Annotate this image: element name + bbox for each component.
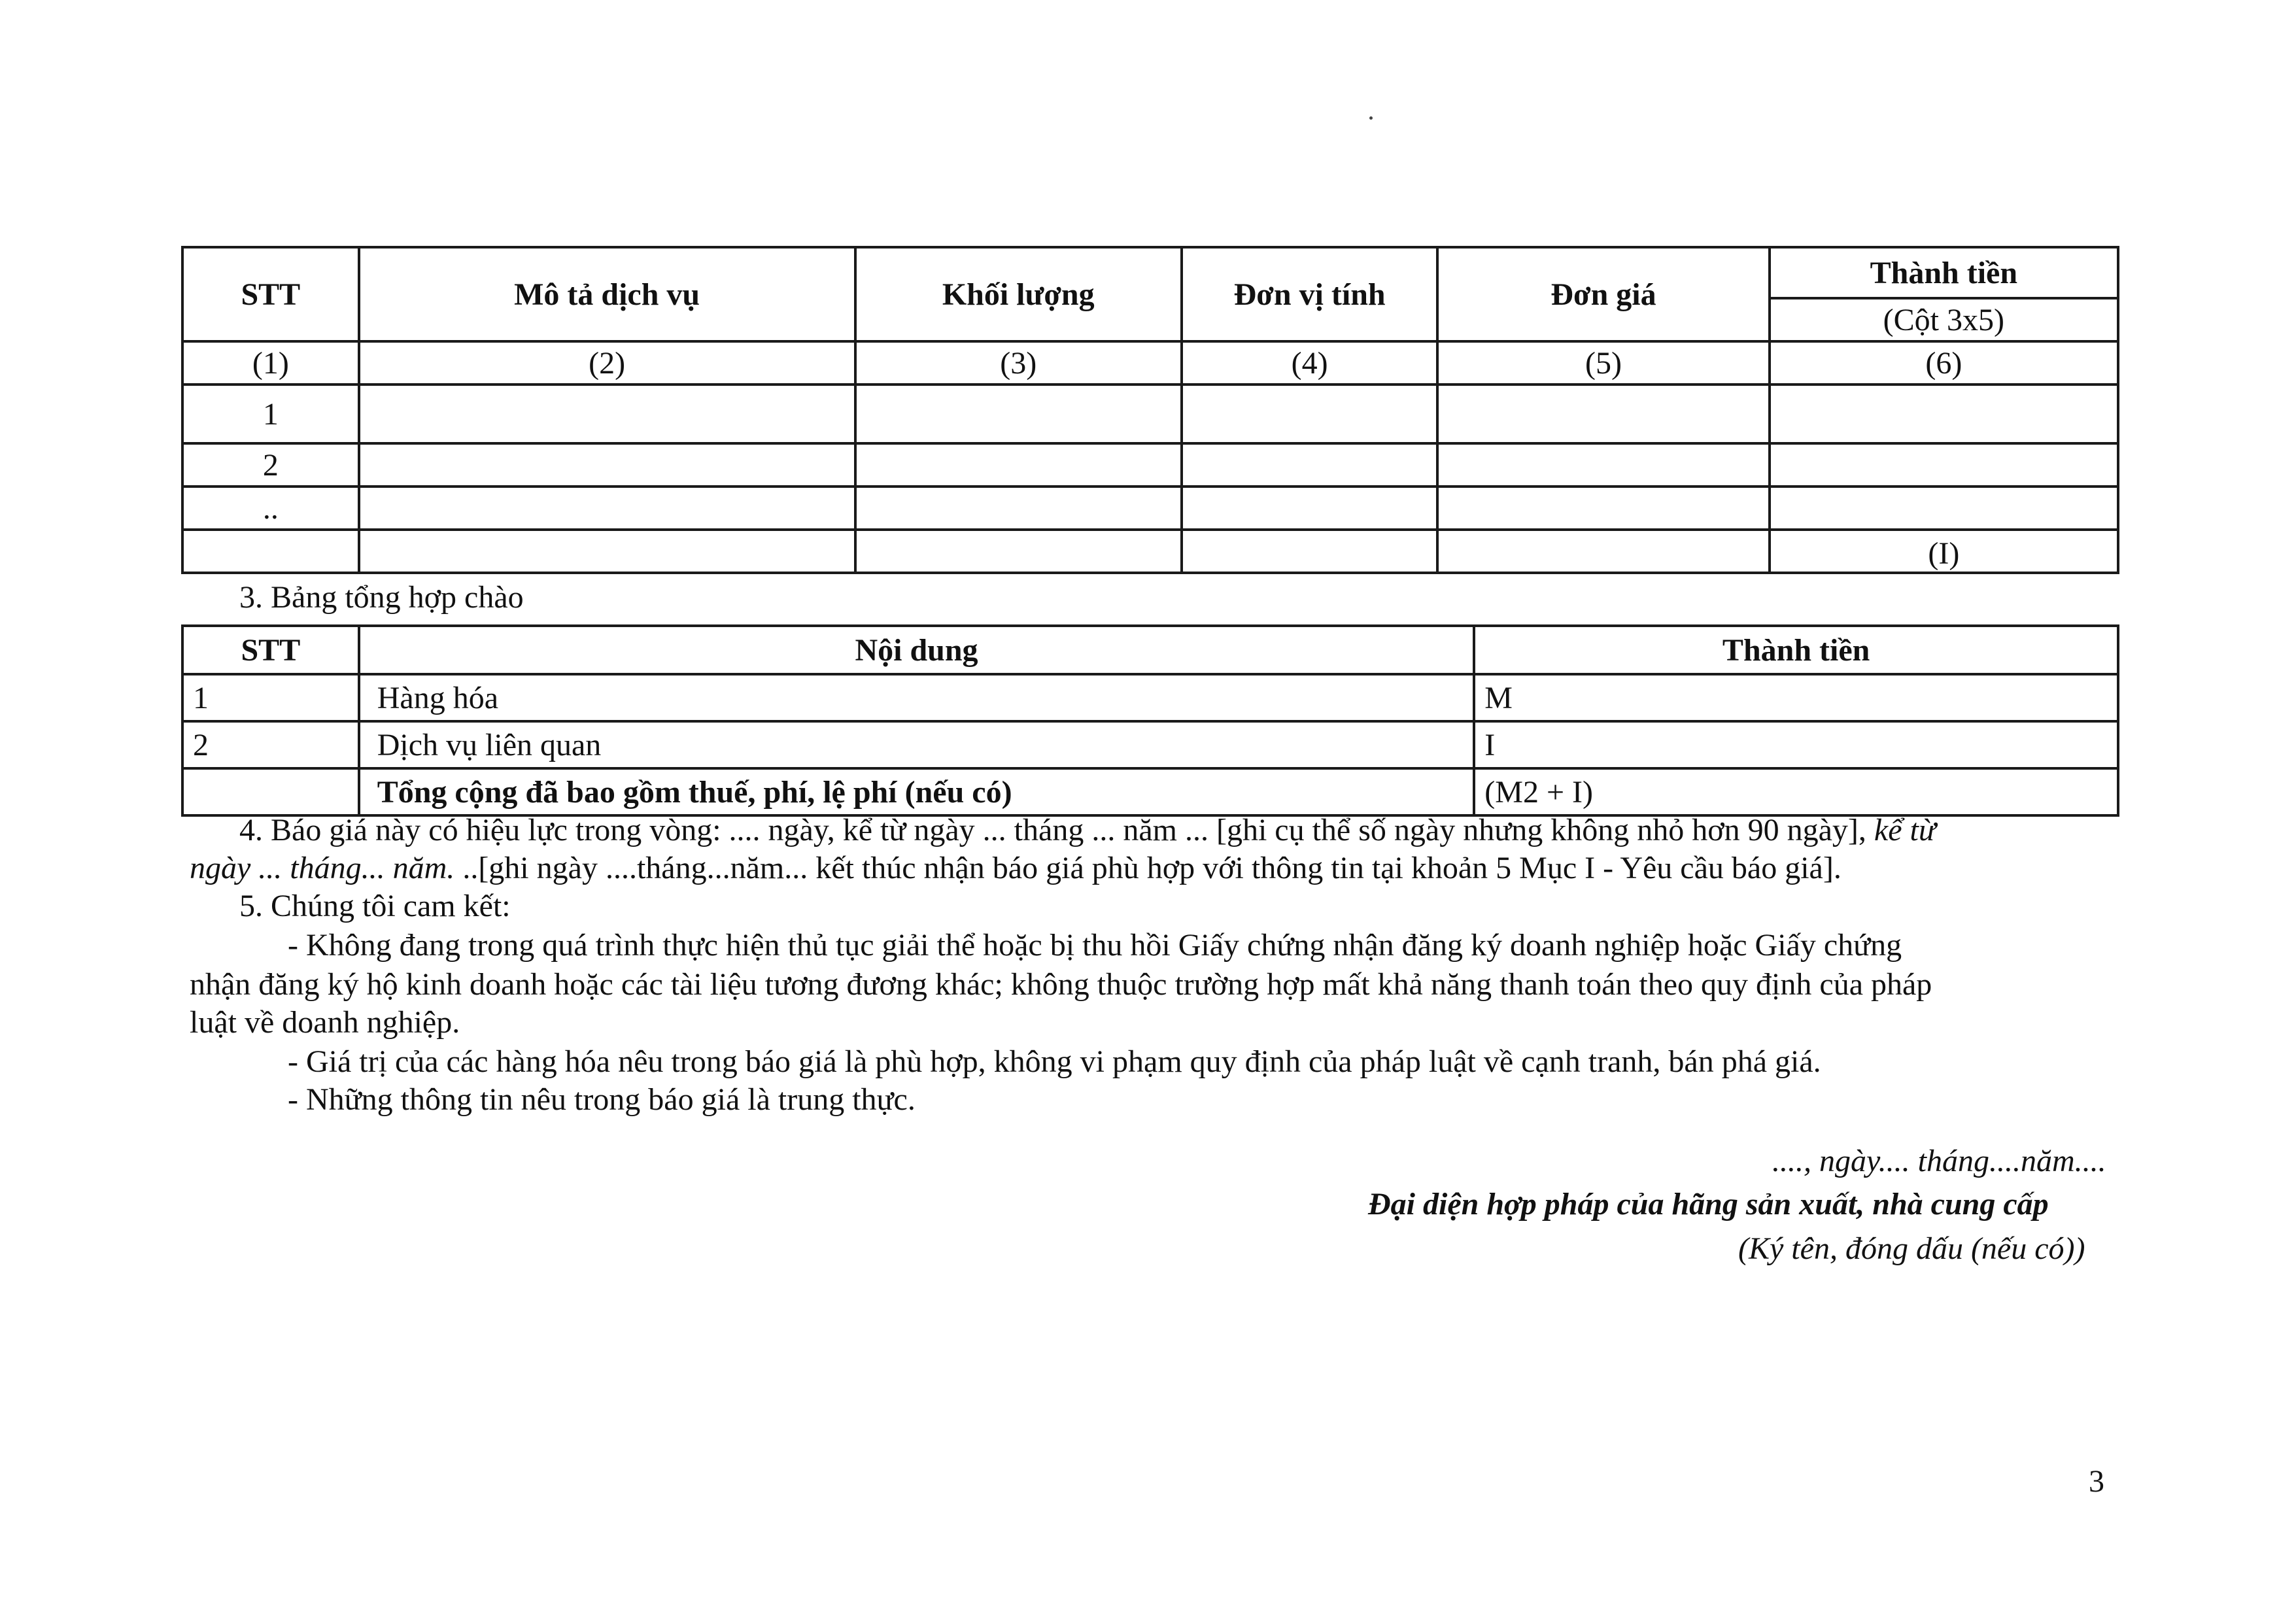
table-cell: [182, 530, 359, 573]
para-4-line-1: [239, 811, 1936, 850]
para-4-text: 4. Báo giá này có hiệu lực trong vòng: .... ngày, kể từ ngày ... tháng ... năm ... [ghi cụ thể số ngày nhưng không nhỏ hơn 90 ngày],: [239, 813, 1866, 847]
col-header-description: Mô tả dịch vụ: [359, 247, 855, 341]
table-cell: (5): [1437, 341, 1769, 384]
col-header-content: Nội dung: [359, 626, 1475, 674]
table-cell: [1770, 384, 2118, 443]
table-cell: (6): [1770, 341, 2118, 384]
col-header-quantity: Khối lượng: [855, 247, 1182, 341]
table-cell: I: [1474, 721, 2118, 768]
commitment-1-line-2: nhận đăng ký hộ kinh doanh hoặc các tài liệu tương đương khác; không thuộc trường hợp mất khả năng thanh toán theo quy định của pháp: [190, 967, 1932, 1002]
commitment-1-line-1: - Không đang trong quá trình thực hiện thủ tục giải thể hoặc bị thu hồi Giấy chứng nhận đăng ký doanh nghiệp hoặc Giấy chứng: [288, 928, 1902, 963]
table-cell: [1182, 443, 1437, 487]
table-cell: [1437, 530, 1769, 573]
table-row: [182, 443, 2118, 487]
table-cell: Hàng hóa: [359, 674, 1475, 721]
table-cell: (2): [359, 341, 855, 384]
table-row: [182, 341, 2118, 384]
signature-title: Đại diện hợp pháp của hãng sản xuất, nhà cung cấp: [1368, 1187, 2049, 1222]
table-cell: [1437, 487, 1769, 530]
table-cell: 1: [182, 384, 359, 443]
page-number: 3: [2089, 1464, 2104, 1499]
table-cell: [359, 443, 855, 487]
table-cell: (1): [182, 341, 359, 384]
para-4-text: ..[ghi ngày ....tháng...năm... kết thúc nhận báo giá phù hợp với thông tin tại khoản 5 Mục I - Yêu cầu báo giá].: [454, 851, 1842, 885]
table-cell: [855, 384, 1182, 443]
table-cell: (4): [1182, 341, 1437, 384]
para-4-italic: kể từ: [1874, 813, 1936, 847]
table-cell: 2: [182, 721, 359, 768]
commitment-2: - Giá trị của các hàng hóa nêu trong báo giá là phù hợp, không vi phạm quy định của pháp luật về cạnh tranh, bán phá giá.: [288, 1044, 1821, 1079]
commitment-1-line-3: luật về doanh nghiệp.: [190, 1005, 460, 1040]
table-cell: (I): [1770, 530, 2118, 573]
table-cell: Dịch vụ liên quan: [359, 721, 1475, 768]
table-cell: [855, 530, 1182, 573]
scan-speck: [1369, 116, 1373, 120]
col-header-unit-price: Đơn giá: [1437, 247, 1769, 341]
table-cell: Tổng cộng đã bao gồm thuế, phí, lệ phí (nếu có): [359, 768, 1475, 815]
section-3-title: 3. Bảng tổng hợp chào: [239, 580, 524, 615]
col-header-amount: Thành tiền: [1770, 247, 2118, 298]
signature-date: ...., ngày.... tháng....năm....: [1772, 1144, 2106, 1178]
para-5-title: 5. Chúng tôi cam kết:: [239, 889, 511, 923]
table-cell: (M2 + I): [1474, 768, 2118, 815]
table-cell: [1182, 487, 1437, 530]
table-cell: ..: [182, 487, 359, 530]
para-4-line-2: [190, 849, 1842, 888]
table-row: [182, 384, 2118, 443]
commitment-3: - Những thông tin nêu trong báo giá là trung thực.: [288, 1082, 916, 1117]
table-row: [182, 530, 2118, 573]
signature-note: (Ký tên, đóng dấu (nếu có)): [1738, 1231, 2085, 1266]
table-cell: [855, 487, 1182, 530]
col-header-stt: STT: [182, 626, 359, 674]
table-cell: [1770, 443, 2118, 487]
table-row: [182, 768, 2118, 815]
table-cell: [359, 384, 855, 443]
col-header-stt: STT: [182, 247, 359, 341]
table-row: [182, 487, 2118, 530]
table-cell: 2: [182, 443, 359, 487]
table-row: [182, 674, 2118, 721]
table-cell: [359, 530, 855, 573]
table-row: [182, 721, 2118, 768]
table-cell: [1182, 384, 1437, 443]
table-cell: 1: [182, 674, 359, 721]
col-subheader-amount: (Cột 3x5): [1770, 298, 2118, 341]
table-cell: [1437, 443, 1769, 487]
table-cell: [359, 487, 855, 530]
col-header-amount: Thành tiền: [1474, 626, 2118, 674]
para-4-italic: ngày ... tháng... năm.: [190, 851, 455, 885]
service-price-table: [181, 246, 2119, 574]
table-cell: [1770, 487, 2118, 530]
table-cell: (3): [855, 341, 1182, 384]
summary-table: [181, 624, 2119, 817]
table-cell: [1182, 530, 1437, 573]
table-cell: [1437, 384, 1769, 443]
table-cell: M: [1474, 674, 2118, 721]
table-cell: [182, 768, 359, 815]
col-header-unit: Đơn vị tính: [1182, 247, 1437, 341]
table-cell: [855, 443, 1182, 487]
